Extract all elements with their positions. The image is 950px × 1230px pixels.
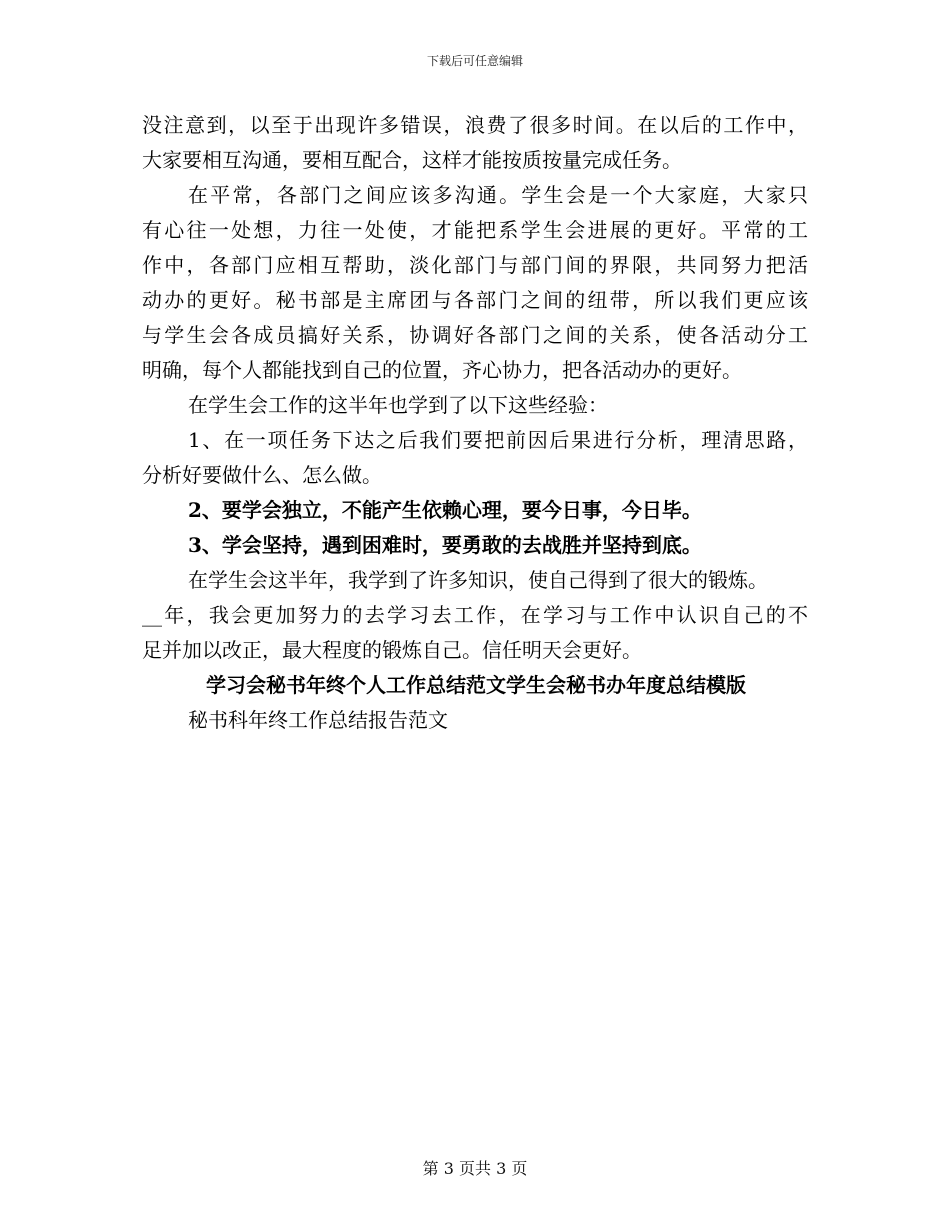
paragraph-line: 有心往一处想，力往一处使，才能把系学生会进展的更好。平常的工 xyxy=(142,218,808,242)
paragraph-line: __年，我会更加努力的去学习去工作，在学习与工作中认识自己的不 xyxy=(142,603,808,627)
list-item-line: 分析好要做什么、怎么做。 xyxy=(142,463,382,487)
document-body xyxy=(142,108,808,738)
list-item-line: 1、在一项任务下达之后我们要把前因后果进行分析，理清思路， xyxy=(188,428,808,452)
paragraph-line: 作中，各部门应相互帮助，淡化部门与部门间的界限，共同努力把活 xyxy=(142,253,808,277)
paragraph-line: 明确，每个人都能找到自己的位置，齐心协力，把各活动办的更好。 xyxy=(142,358,742,382)
paragraph-line: 在学生会工作的这半年也学到了以下这些经验： xyxy=(188,393,608,417)
paragraph-line: 在平常，各部门之间应该多沟通。学生会是一个大家庭，大家只 xyxy=(188,183,808,207)
list-item-bold: 3、学会坚持，遇到困难时，要勇敢的去战胜并坚持到底。 xyxy=(188,533,702,557)
page-header: 下载后可任意编辑 xyxy=(426,54,523,68)
paragraph-line: 与学生会各成员搞好关系，协调好各部门之间的关系，使各活动分工 xyxy=(142,323,808,347)
paragraph-line: 足并加以改正，最大程度的锻炼自己。信任明天会更好。 xyxy=(142,638,642,662)
paragraph-line: 在学生会这半年，我学到了许多知识，使自己得到了很大的锻炼。 xyxy=(188,568,768,592)
page-number: 第 3 页共 3 页 xyxy=(422,1159,528,1178)
related-subtitle: 秘书科年终工作总结报告范文 xyxy=(188,708,448,732)
paragraph-line: 动办的更好。秘书部是主席团与各部门之间的纽带，所以我们更应该 xyxy=(142,288,808,312)
related-title: 学习会秘书年终个人工作总结范文学生会秘书办年度总结模版 xyxy=(206,673,746,697)
paragraph-line: 没注意到，以至于出现许多错误，浪费了很多时间。在以后的工作中， xyxy=(142,113,808,137)
list-item-bold: 2、要学会独立，不能产生依赖心理，要今日事，今日毕。 xyxy=(188,498,702,522)
paragraph-line: 大家要相互沟通，要相互配合，这样才能按质按量完成任务。 xyxy=(142,148,682,172)
